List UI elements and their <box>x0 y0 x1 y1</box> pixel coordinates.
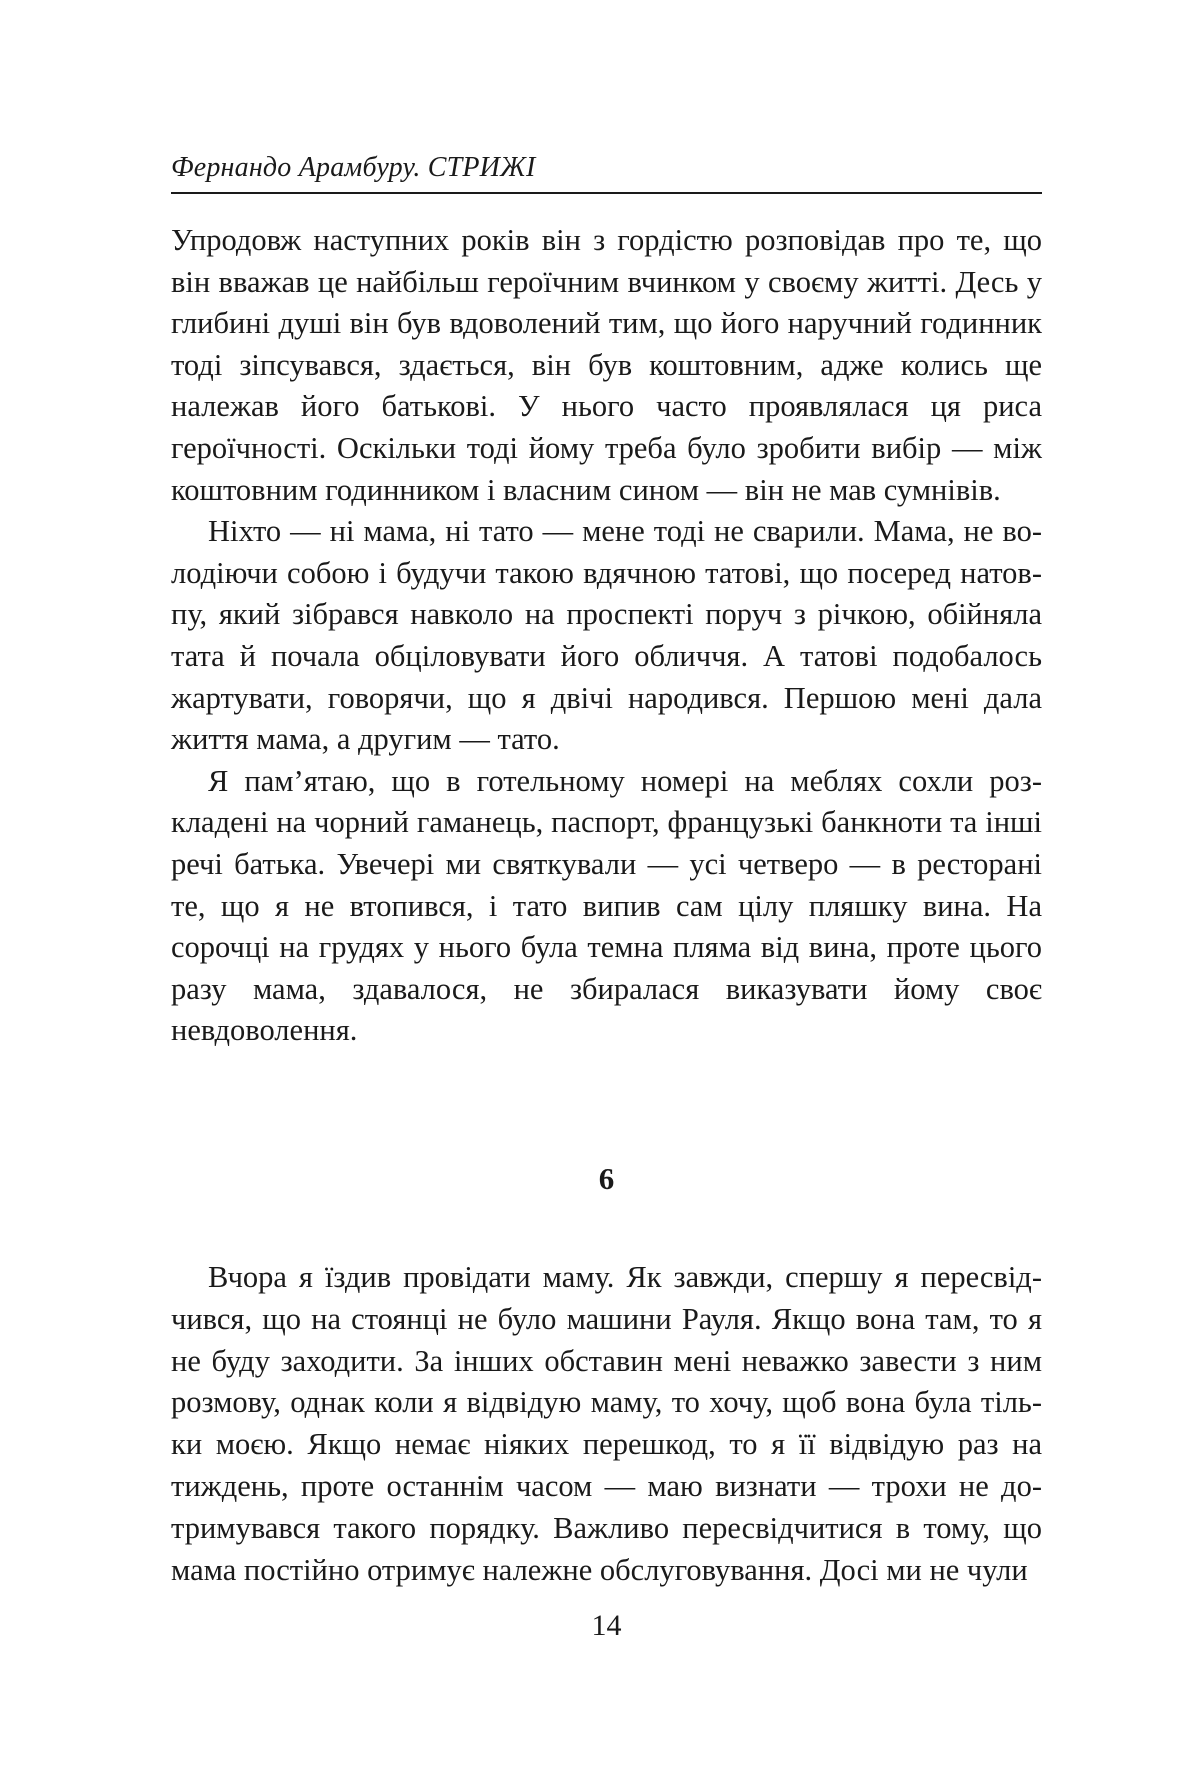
running-header: Фернандо Арамбуру. СТРИЖІ <box>171 152 536 183</box>
page-number: 14 <box>591 1609 622 1642</box>
body-text-section-5-end <box>171 220 1042 1052</box>
body-text-section-6 <box>171 1257 1042 1591</box>
paragraph: Вчора я їздив провідати маму. Як завжди, спершу я пересвідчився, що на стоянці не було машини Рауля. Якщо вона там, то я не буду заходити. За інших обставин мені неважко завести з ним розмову, однак коли я відвідую маму, то хочу, щоб вона була тільки моєю. Якщо немає ніяких перешкод, то я її відвідую раз на тиждень, проте останнім часом — маю визнати — трохи не дотримувався такого порядку. Важливо пересвідчитися в тому, що мама постійно отримує належне обслуговування. Досі ми не чули <box>171 1260 1042 1587</box>
header-rule <box>171 192 1042 194</box>
paragraph: Упродовж наступних років він з гордістю розповідав про те, що він вважав це найбільш героїчним вчинком у своєму житті. Десь у глибині душі він був вдоволений тим, що його наручний годинник тоді зіпсувався, здається, він був коштовним, адже колись ще належав його батькові. У нього часто проявлялася ця риса героїчності. Оскільки тоді йому треба було зробити вибір — між коштовним годинником і власним сином — він не мав сумнівів. <box>171 223 1042 507</box>
paragraph: Ніхто — ні мама, ні тато — мене тоді не сварили. Мама, не володіючи собою і будучи такою вдячною татові, що посеред натовпу, який зібрався навколо на проспекті поруч з річкою, обійняла тата й почала обціловувати його обличчя. А татові подобалось жартувати, говорячи, що я двічі народився. Першою мені дала життя мама, а другим — тато. <box>171 514 1042 757</box>
paragraph: Я пам’ятаю, що в готельному номері на меблях сохли розкладені на чорний гаманець, паспорт, французькі банкноти та інші речі батька. Увечері ми святкували — усі четверо — в ресторані те, що я не втопився, і тато випив сам цілу пляшку вина. На сорочці на грудях у нього була темна пляма від вина, проте цього разу мама, здавалося, не збиралася виказувати йому своє невдоволення. <box>171 763 1042 1048</box>
chapter-number: 6 <box>598 1161 615 1196</box>
